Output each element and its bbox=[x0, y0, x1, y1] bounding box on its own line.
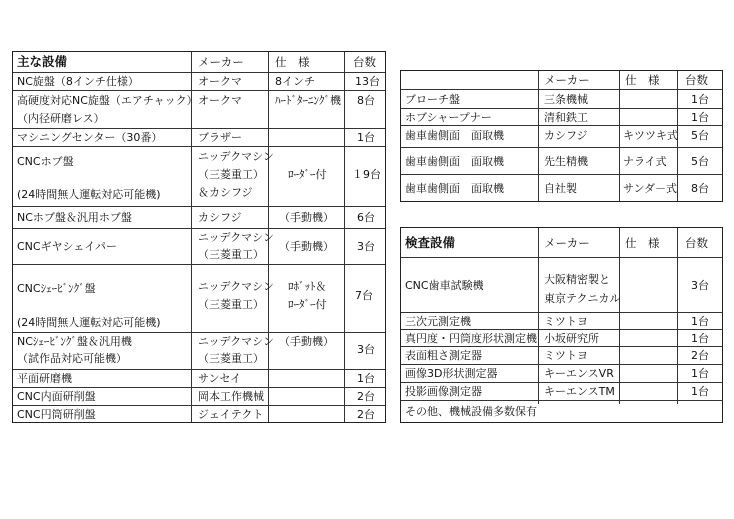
header-maker: メーカー bbox=[198, 55, 244, 69]
footer-note: その他、機械設備多数保有 bbox=[405, 405, 537, 418]
count-value: 1台 bbox=[691, 332, 709, 345]
equipment-note: （内径研磨レス） bbox=[17, 112, 105, 125]
row-divider bbox=[13, 264, 385, 265]
maker-name: ニッデクマシン bbox=[198, 280, 274, 293]
count-value: 1台 bbox=[691, 367, 709, 380]
maker-name: ジェイテクト bbox=[198, 408, 264, 421]
count-value: 3台 bbox=[691, 279, 709, 292]
header-maker: メーカー bbox=[544, 73, 590, 87]
header-equipment: 検査設備 bbox=[405, 235, 456, 250]
count-value: 3台 bbox=[357, 343, 375, 356]
count-value: 1台 bbox=[691, 111, 709, 124]
col-divider bbox=[538, 71, 539, 201]
count-value: 2台 bbox=[357, 408, 375, 421]
equipment-name: 歯車歯側面 面取機 bbox=[405, 155, 504, 168]
spec-value: ナライ式 bbox=[623, 155, 667, 168]
maker-name: 大阪精密製と bbox=[544, 273, 610, 286]
equipment-name: 平面研磨機 bbox=[17, 372, 72, 385]
equipment-name: 真円度・円筒度形状測定機 bbox=[405, 332, 537, 345]
count-value: 2台 bbox=[357, 390, 375, 403]
count-value: 1台 bbox=[691, 93, 709, 106]
equipment-name: CNCギヤシェイパー bbox=[17, 240, 118, 253]
maker-name: 岡本工作機械 bbox=[198, 390, 264, 403]
header-count: 台数 bbox=[685, 73, 708, 87]
maker-name: ニッデクマシン bbox=[198, 335, 274, 348]
maker-name: 先生精機 bbox=[544, 155, 588, 168]
count-value: 6台 bbox=[357, 211, 375, 224]
count-value: 1台 bbox=[691, 385, 709, 398]
count-value: 8台 bbox=[691, 182, 709, 195]
count-value: 7台 bbox=[355, 289, 373, 302]
header-equipment: 主な設備 bbox=[17, 54, 68, 69]
maker-name: 三条機械 bbox=[544, 93, 588, 106]
spec-value: ﾛｰﾀﾞｰ付 bbox=[288, 168, 327, 181]
col-divider bbox=[619, 71, 620, 201]
row-divider bbox=[13, 90, 385, 91]
count-value: 1台 bbox=[357, 372, 375, 385]
maker-name: キーエンスVR bbox=[544, 367, 614, 380]
spec-value: サンダ－式 bbox=[623, 182, 678, 195]
spec-value: キツツキ式 bbox=[623, 129, 678, 142]
row-divider bbox=[401, 125, 722, 126]
maker-name: ニッデクマシン bbox=[198, 231, 274, 244]
spec-value: （手動機） bbox=[279, 335, 334, 348]
equipment-name: 高硬度対応NC旋盤（エアチャック） bbox=[17, 94, 198, 107]
col-divider bbox=[191, 52, 192, 422]
equipment-name: CNCｼｪｰﾋﾞﾝｸﾞ盤 bbox=[17, 282, 96, 295]
maker-name: （三菱重工） bbox=[198, 298, 264, 311]
maker-name: 自社製 bbox=[544, 182, 577, 195]
equipment-name: 投影画像測定器 bbox=[405, 385, 482, 398]
inspection-equipment-table bbox=[400, 227, 723, 423]
header-spec: 仕 様 bbox=[625, 73, 660, 87]
count-value: 8台 bbox=[357, 94, 375, 107]
equipment-name: CNC円筒研削盤 bbox=[17, 408, 96, 421]
maker-name: キーエンスTM bbox=[544, 385, 615, 398]
maker-name: （三菱重工） bbox=[198, 248, 264, 261]
equipment-note: (24時間無人運転対応可能機) bbox=[17, 188, 161, 201]
row-divider bbox=[401, 382, 722, 383]
equipment-name: NCホブ盤＆汎用ホブ盤 bbox=[17, 211, 132, 224]
maker-name: ＆カシフジ bbox=[198, 186, 253, 199]
equipment-name: 歯車歯側面 面取機 bbox=[405, 182, 504, 195]
count-value: １9台 bbox=[352, 168, 381, 181]
gear-equipment-table bbox=[400, 70, 723, 202]
row-divider bbox=[401, 147, 722, 148]
maker-name: （三菱重工） bbox=[198, 168, 264, 181]
maker-name: サンセイ bbox=[198, 372, 242, 385]
row-divider bbox=[13, 387, 385, 388]
row-divider bbox=[13, 72, 385, 73]
equipment-name: 画像3D形状測定器 bbox=[405, 367, 498, 380]
equipment-name: CNC歯車試験機 bbox=[405, 279, 484, 292]
col-divider bbox=[619, 228, 620, 404]
maker-name: カシフジ bbox=[198, 211, 242, 224]
maker-name: オークマ bbox=[198, 94, 242, 107]
count-value: 5台 bbox=[691, 129, 709, 142]
spec-value: （手動機） bbox=[279, 240, 334, 253]
row-divider bbox=[13, 128, 385, 129]
col-divider bbox=[677, 228, 678, 404]
header-spec: 仕 様 bbox=[625, 236, 660, 250]
row-divider bbox=[401, 312, 722, 313]
spec-value: 8インチ bbox=[275, 75, 315, 88]
equipment-name: NC旋盤（8インチ仕様） bbox=[17, 75, 139, 88]
equipment-name: ホブシャープナー bbox=[405, 111, 492, 124]
equipment-name: 表面粗さ測定器 bbox=[405, 349, 482, 362]
count-value: 2台 bbox=[691, 349, 709, 362]
maker-name: ニッデクマシン bbox=[198, 150, 274, 163]
row-divider bbox=[401, 174, 722, 175]
maker-name: カシフジ bbox=[544, 129, 588, 142]
maker-name: 清和鉄工 bbox=[544, 111, 588, 124]
row-divider bbox=[401, 257, 722, 258]
equipment-note: （試作品対応可能機） bbox=[17, 352, 127, 365]
count-value: 1台 bbox=[357, 131, 375, 144]
maker-name: 小坂研究所 bbox=[544, 332, 599, 345]
equipment-note: (24時間無人運転対応可能機) bbox=[17, 316, 161, 329]
maker-name: 東京テクニカル bbox=[544, 292, 621, 305]
row-divider bbox=[13, 146, 385, 147]
maker-name: ミツトヨ bbox=[544, 315, 588, 328]
row-divider bbox=[401, 329, 722, 330]
count-value: 5台 bbox=[691, 155, 709, 168]
maker-name: （三菱重工） bbox=[198, 352, 264, 365]
equipment-name: CNC内面研削盤 bbox=[17, 390, 96, 403]
col-divider bbox=[344, 52, 345, 422]
row-divider bbox=[13, 332, 385, 333]
equipment-name: マシニングセンター（30番） bbox=[17, 131, 163, 144]
spec-value: ﾊｰﾄﾞﾀｰﾆﾝｸﾞ機 bbox=[275, 94, 341, 107]
row-divider bbox=[401, 89, 722, 90]
equipment-name: NCｼｪｰﾋﾞﾝｸﾞ盤＆汎用機 bbox=[17, 335, 132, 348]
header-spec: 仕 様 bbox=[275, 55, 310, 69]
equipment-name: 歯車歯側面 面取機 bbox=[405, 129, 504, 142]
row-divider bbox=[13, 228, 385, 229]
maker-name: ブラザー bbox=[198, 131, 242, 144]
spec-value: ﾛｰﾀﾞｰ付 bbox=[288, 298, 327, 311]
row-divider bbox=[13, 206, 385, 207]
row-divider bbox=[13, 369, 385, 370]
header-count: 台数 bbox=[353, 55, 376, 69]
equipment-name: 三次元測定機 bbox=[405, 315, 471, 328]
row-divider bbox=[13, 405, 385, 406]
equipment-name: CNCホブ盤 bbox=[17, 155, 74, 168]
header-count: 台数 bbox=[685, 236, 708, 250]
row-divider bbox=[401, 364, 722, 365]
maker-name: オークマ bbox=[198, 75, 242, 88]
row-divider bbox=[401, 108, 722, 109]
spec-value: ﾛﾎﾞｯﾄ＆ bbox=[288, 280, 327, 293]
count-value: 1台 bbox=[691, 315, 709, 328]
count-value: 13台 bbox=[355, 75, 380, 88]
equipment-name: ブローチ盤 bbox=[405, 93, 460, 106]
count-value: 3台 bbox=[357, 240, 375, 253]
maker-name: ミツトヨ bbox=[544, 349, 588, 362]
main-equipment-table bbox=[12, 51, 386, 423]
row-divider bbox=[401, 346, 722, 347]
row-divider bbox=[401, 400, 722, 401]
header-maker: メーカー bbox=[544, 236, 590, 250]
col-divider bbox=[538, 228, 539, 404]
spec-value: （手動機） bbox=[279, 211, 334, 224]
